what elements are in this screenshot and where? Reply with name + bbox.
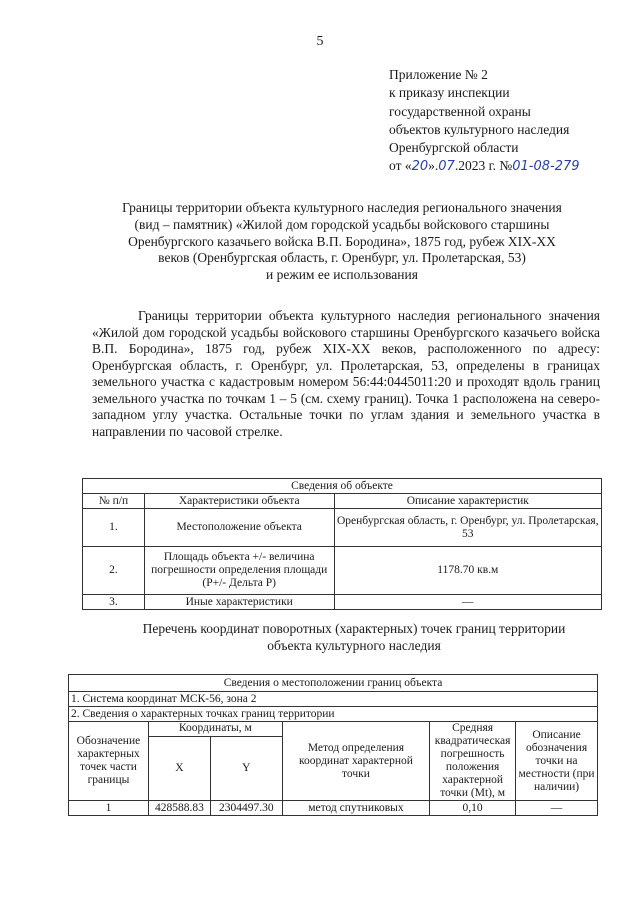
section-title-line: объекта культурного наследия xyxy=(267,638,441,653)
appendix-line: к приказу инспекции xyxy=(389,85,510,101)
appendix-line: Приложение № 2 xyxy=(389,67,488,82)
coordinate-system-row: 1. Система координат МСК-56, зона 2 xyxy=(69,692,598,707)
date-month: 07 xyxy=(438,159,455,175)
date-day: 20 xyxy=(411,159,429,175)
header-method: Метод определения координат характерной точки xyxy=(282,722,429,801)
row-name: Иные характеристики xyxy=(144,595,334,610)
title-line: (вид – памятник) «Жилой дом городской усадьбы войскового старшины xyxy=(134,216,550,232)
point-cell: 1 xyxy=(69,801,149,816)
accuracy-cell: 0,10 xyxy=(430,801,516,816)
object-info-table xyxy=(82,478,602,610)
row-description: 1178.70 кв.м xyxy=(334,547,601,595)
header-cell: Описание характеристик xyxy=(334,494,601,509)
row-number: 3. xyxy=(83,595,145,610)
points-info-row: 2. Сведения о характерных точках границ территории xyxy=(69,707,598,722)
appendix-block xyxy=(389,66,580,177)
title-line: и режим ее использования xyxy=(266,267,418,283)
appendix-line: государственной охраны xyxy=(389,103,531,119)
header-y: Y xyxy=(210,736,282,800)
table-row xyxy=(83,509,602,547)
header-accuracy: Средняя квадратическая погрешность положения характерной точки (Mt), м xyxy=(430,722,516,801)
date-year: .2023 г. № xyxy=(454,158,513,174)
row-name: Местоположение объекта xyxy=(144,509,334,547)
table-row xyxy=(83,595,602,610)
title-line: веков (Оренбургская область, г. Оренбург, ул. Пролетарская, 53) xyxy=(158,250,526,266)
row-number: 2. xyxy=(83,547,145,595)
document-title xyxy=(80,200,604,284)
order-number: 01-08-279 xyxy=(512,159,580,175)
date-mid: ». xyxy=(428,158,439,174)
header-cell: Характеристики объекта xyxy=(144,494,334,509)
table-caption: Сведения об объекте xyxy=(83,479,602,494)
section-title-line: Перечень координат поворотных (характерных) точек границ территории xyxy=(142,621,566,636)
date-prefix: от « xyxy=(389,158,412,174)
appendix-date-line xyxy=(389,157,580,176)
method-cell: метод спутниковых xyxy=(282,801,429,816)
page-number: 5 xyxy=(316,34,324,49)
description-cell: — xyxy=(516,801,598,816)
appendix-line: объектов культурного наследия xyxy=(389,121,570,137)
row-number: 1. xyxy=(83,509,145,547)
header-x: X xyxy=(148,736,210,800)
row-description: Оренбургская область, г. Оренбург, ул. Пролетарская, 53 xyxy=(334,509,601,547)
body-paragraph: Границы территории объекта культурного наследия регионального значения «Жилой дом городской усадьбы войскового старшины Оренбургского казачьего войска В.П. Бородина», 1875 год, рубеж XIX-XX веков, расположенного по адресу: Оренбургская область, г. Оренбург, ул. Пролетарская, 53, определены в границах земельного участка с кадастровым номером 56:44:0445011:20 и проходят вдоль границ земельного участка по точкам 1 – 5 (см. схему границ). Точка 1 расположена на северо-западном углу участка. Остальные точки по углам здания и земельного участка в направлении по часовой стрелке. xyxy=(92,308,600,439)
title-line: Оренбургского казачьего войска В.П. Бородина», 1875 год, рубеж XIX-XX xyxy=(128,233,556,249)
header-coordinates: Координаты, м xyxy=(148,722,282,737)
row-description: — xyxy=(334,595,601,610)
appendix-line: Оренбургской области xyxy=(389,140,519,156)
x-cell: 428588.83 xyxy=(148,801,210,816)
title-line: Границы территории объекта культурного наследия регионального значения xyxy=(122,200,562,215)
coordinates-table xyxy=(68,674,598,816)
header-cell: № п/п xyxy=(83,494,145,509)
row-name: Площадь объекта +/- величина погрешности определения площади (Р+/- Дельта Р) xyxy=(144,547,334,595)
table-row xyxy=(83,547,602,595)
header-description: Описание обозначения точки на местности (при наличии) xyxy=(516,722,598,801)
header-designation: Обозначение характерных точек части границы xyxy=(69,722,149,801)
table-row xyxy=(69,801,598,816)
y-cell: 2304497.30 xyxy=(210,801,282,816)
coordinates-title xyxy=(68,620,640,654)
table-caption: Сведения о местоположении границ объекта xyxy=(69,675,598,692)
